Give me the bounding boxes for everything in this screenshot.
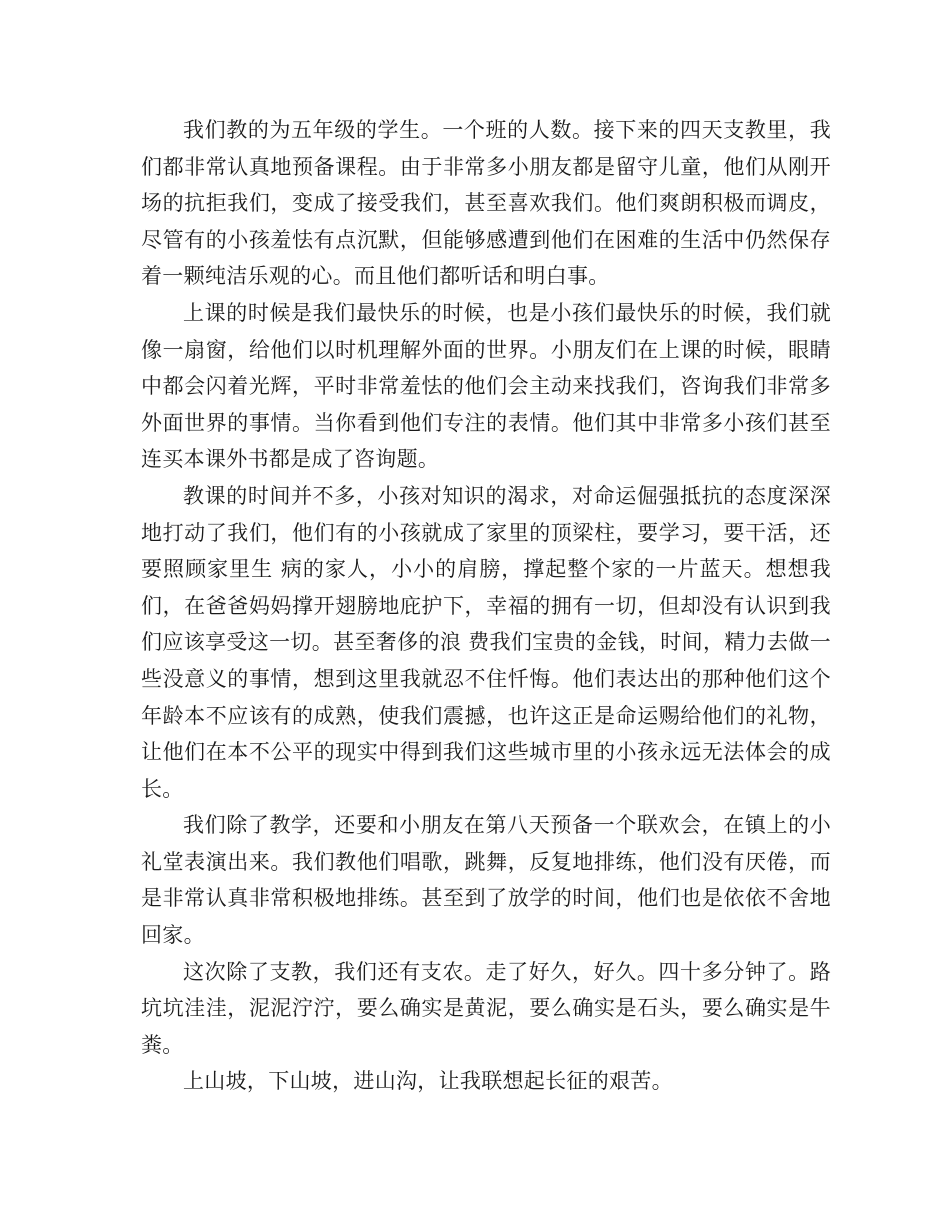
paragraph-5: 这次除了支教，我们还有支农。走了好久，好久。四十多分钟了。路坑坑洼洼，泥泥泞泞，要么确实是黄泥，要么确实是石头，要么确实是牛粪。	[141, 959, 831, 1057]
paragraph-2: 上课的时候是我们最快乐的时候，也是小孩们最快乐的时候，我们就像一扇窗，给他们以时机理解外面的世界。小朋友们在上课的时候，眼睛中都会闪着光辉，平时非常羞怯的他们会主动来找我们，咨询我们非常多外面世界的事情。当你看到他们专注的表情。他们其中非常多小孩们甚至连买本课外书都是成了咨询题。	[141, 300, 831, 472]
paragraph-4: 我们除了教学，还要和小朋友在第八天预备一个联欢会，在镇上的小礼堂表演出来。我们教他们唱歌，跳舞，反复地排练，他们没有厌倦，而是非常认真非常积极地排练。甚至到了放学的时间，他们也是依依不舍地回家。	[141, 813, 831, 948]
paragraph-3: 教课的时间并不多，小孩对知识的渴求，对命运倔强抵抗的态度深深地打动了我们，他们有的小孩就成了家里的顶梁柱，要学习，要干活，还要照顾家里生 病的家人，小小的肩膀，撑起整个家的一片蓝天。想想我们，在爸爸妈妈撑开翅膀地庇护下，幸福的拥有一切，但却没有认识到我们应该享受这一切。甚至奢侈的浪 费我们宝贵的金钱，时间，精力去做一些没意义的事情，想到这里我就忍不住忏悔。他们表达出的那种他们这个年龄本不应该有的成熟，使我们震撼，也许这正是命运赐给他们的礼物，让他们在本不公平的现实中得到我们这些城市里的小孩永远无法体会的成长。	[141, 483, 831, 801]
document-body	[141, 112, 831, 1100]
paragraph-1: 我们教的为五年级的学生。一个班的人数。接下来的四天支教里，我们都非常认真地预备课程。由于非常多小朋友都是留守儿童，他们从刚开场的抗拒我们，变成了接受我们，甚至喜欢我们。他们爽朗积极而调皮，尽管有的小孩羞怯有点沉默，但能够感遭到他们在困难的生活中仍然保存着一颗纯洁乐观的心。而且他们都听话和明白事。	[141, 118, 831, 289]
paragraph-6: 上山坡，下山坡，进山沟，让我联想起长征的艰苦。	[183, 1069, 673, 1094]
